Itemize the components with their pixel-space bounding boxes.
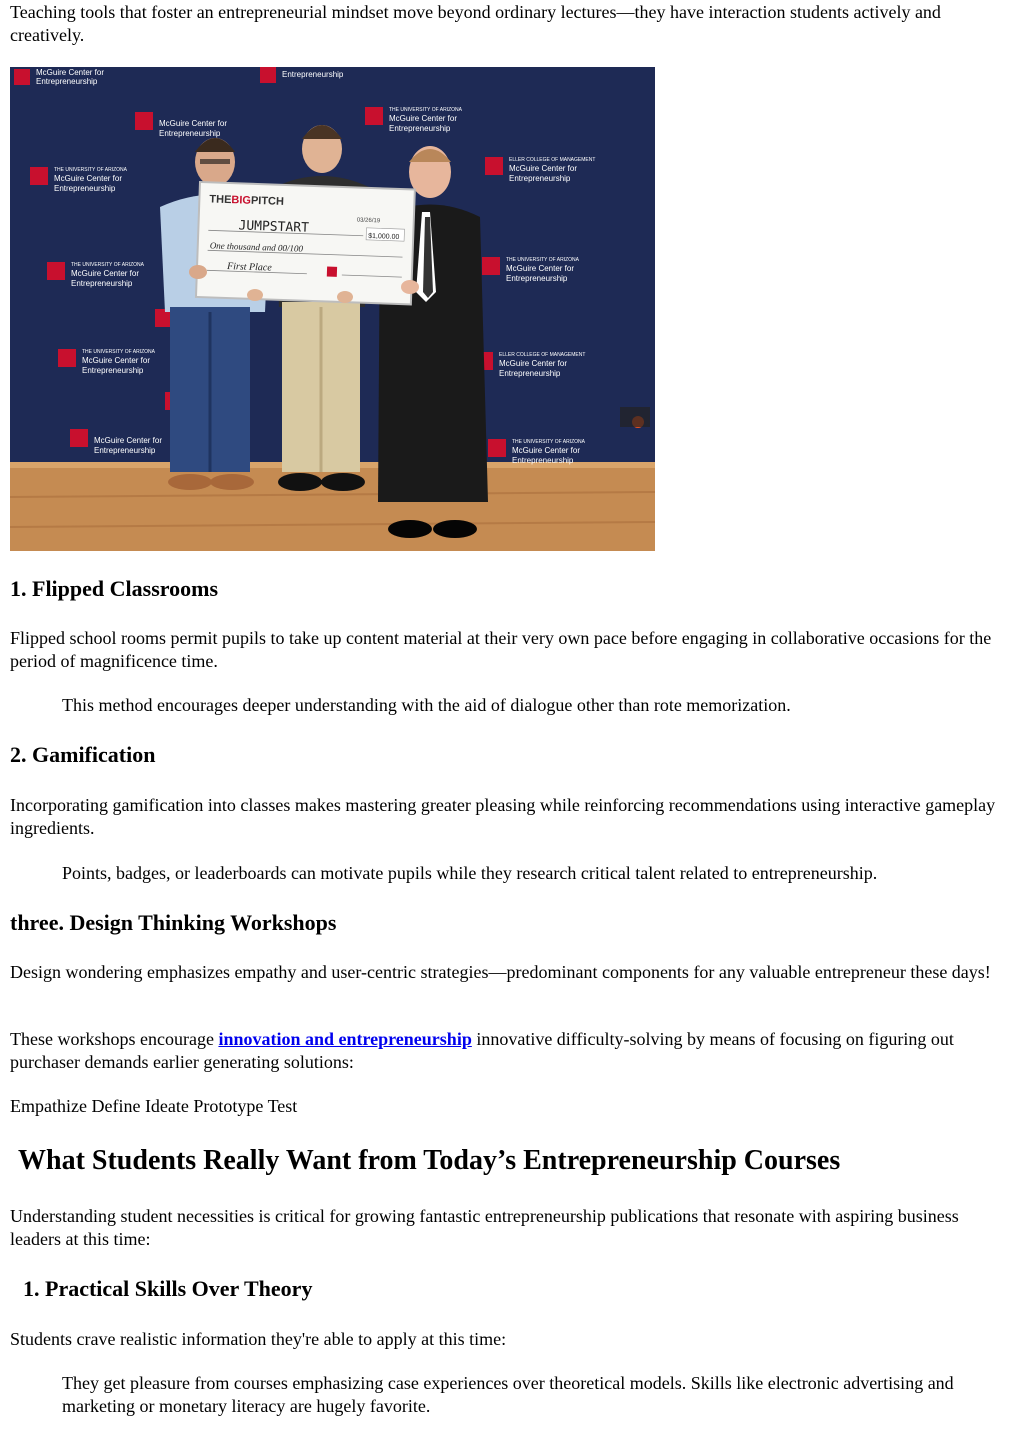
- paragraph-practical-1: Students crave realistic information they're able to apply at this time:: [10, 1329, 507, 1349]
- paragraph-design-2-pre: These workshops encourage: [10, 1029, 219, 1049]
- svg-text:McGuire Center for: McGuire Center for: [389, 114, 458, 123]
- paragraph-design-2: [10, 1028, 1000, 1074]
- paragraph-flipped-1: Flipped school rooms permit pupils to take up content material at their very own pace before engaging in collaborative occasions for the period of magnificence time.: [10, 628, 992, 671]
- quote-flipped: This method encourages deeper understanding with the aid of dialogue other than rote memorization.: [62, 695, 791, 715]
- svg-text:03/26/19: 03/26/19: [356, 217, 381, 225]
- paragraph-gamification-1: Incorporating gamification into classes makes mastering greater pleasing while reinforcing recommendations using interactive gameplay ingredients.: [10, 795, 996, 838]
- svg-text:ELLER COLLEGE OF MANAGEMENT: ELLER COLLEGE OF MANAGEMENT: [509, 157, 596, 163]
- svg-text:Entrepreneurship: Entrepreneurship: [36, 77, 98, 86]
- svg-text:McGuire Center for: McGuire Center for: [71, 269, 140, 278]
- paragraph-students-1: Understanding student necessities is critical for growing fantastic entrepreneurship publications that resonate with aspiring business leaders at this time:: [10, 1206, 959, 1249]
- svg-text:THE UNIVERSITY OF ARIZONA: THE UNIVERSITY OF ARIZONA: [71, 262, 144, 268]
- section-title-design-thinking: three. Design Thinking Workshops: [10, 910, 337, 935]
- svg-text:THE UNIVERSITY OF ARIZONA: THE UNIVERSITY OF ARIZONA: [54, 167, 127, 173]
- svg-text:THE UNIVERSITY OF ARIZONA: THE UNIVERSITY OF ARIZONA: [82, 349, 155, 355]
- svg-text:THE UNIVERSITY OF ARIZONA: THE UNIVERSITY OF ARIZONA: [506, 257, 579, 263]
- svg-text:Entrepreneurship: Entrepreneurship: [282, 70, 344, 79]
- main-heading-students-want: What Students Really Want from Today’s Entrepreneurship Courses: [18, 1145, 841, 1176]
- svg-text:McGuire Center for: McGuire Center for: [54, 174, 123, 183]
- svg-text:Entrepreneurship: Entrepreneurship: [94, 446, 156, 455]
- svg-text:$1,000.00: $1,000.00: [368, 232, 400, 241]
- section-title-practical-skills: 1. Practical Skills Over Theory: [23, 1276, 313, 1301]
- svg-text:THEBIGPITCH: THEBIGPITCH: [209, 193, 285, 208]
- svg-text:Entrepreneurship: Entrepreneurship: [159, 129, 221, 138]
- svg-text:Entrepreneurship: Entrepreneurship: [54, 184, 116, 193]
- svg-text:THE UNIVERSITY OF ARIZONA: THE UNIVERSITY OF ARIZONA: [512, 439, 585, 445]
- photo-illustration: [10, 67, 655, 551]
- svg-text:THE UNIVERSITY OF ARIZONA: THE UNIVERSITY OF ARIZONA: [389, 107, 462, 113]
- svg-text:Entrepreneurship: Entrepreneurship: [512, 456, 574, 465]
- award-photo: [10, 67, 655, 551]
- svg-text:One thousand and 00/100: One thousand and 00/100: [209, 240, 304, 254]
- intro-paragraph: Teaching tools that foster an entrepreneurial mindset move beyond ordinary lectures—they have interaction students actively and creatively.: [10, 2, 941, 45]
- svg-text:McGuire Center for: McGuire Center for: [36, 68, 105, 77]
- svg-text:McGuire Center for: McGuire Center for: [94, 436, 163, 445]
- svg-text:Entrepreneurship: Entrepreneurship: [389, 124, 451, 133]
- svg-text:First Place: First Place: [226, 260, 272, 274]
- section-title-gamification: 2. Gamification: [10, 742, 156, 767]
- quote-practical: They get pleasure from courses emphasizing case experiences over theoretical models. Skills like electronic advertising and marketing or monetary literacy are hugely favorite.: [62, 1373, 954, 1416]
- svg-text:McGuire Center for: McGuire Center for: [506, 264, 575, 273]
- svg-text:Entrepreneurship: Entrepreneurship: [506, 274, 568, 283]
- svg-text:JUMPSTART: JUMPSTART: [238, 218, 310, 236]
- svg-text:ELLER COLLEGE OF MANAGEMENT: ELLER COLLEGE OF MANAGEMENT: [499, 352, 586, 358]
- innovation-entrepreneurship-link[interactable]: innovation and entrepreneurship: [218, 1029, 472, 1049]
- design-thinking-steps: Empathize Define Ideate Prototype Test: [10, 1096, 298, 1116]
- big-check: [196, 182, 415, 304]
- svg-text:Entrepreneurship: Entrepreneurship: [509, 174, 571, 183]
- svg-text:McGuire Center for: McGuire Center for: [512, 446, 581, 455]
- svg-text:Entrepreneurship: Entrepreneurship: [82, 366, 144, 375]
- svg-text:McGuire Center for: McGuire Center for: [82, 356, 151, 365]
- paragraph-design-2-post: innovative difficulty-solving by means of focusing on figuring out purchaser demands earlier generating solutions:: [10, 1029, 954, 1072]
- section-title-flipped-classrooms: 1. Flipped Classrooms: [10, 576, 219, 601]
- paragraph-design-1: Design wondering emphasizes empathy and user-centric strategies—predominant components for any valuable entrepreneur these days!: [10, 962, 991, 982]
- svg-text:McGuire Center for: McGuire Center for: [499, 359, 568, 368]
- svg-text:McGuire Center for: McGuire Center for: [159, 119, 228, 128]
- quote-gamification: Points, badges, or leaderboards can motivate pupils while they research critical talent related to entrepreneurship.: [62, 863, 878, 883]
- svg-text:Entrepreneurship: Entrepreneurship: [499, 369, 561, 378]
- svg-text:McGuire Center for: McGuire Center for: [509, 164, 578, 173]
- svg-text:Entrepreneurship: Entrepreneurship: [71, 279, 133, 288]
